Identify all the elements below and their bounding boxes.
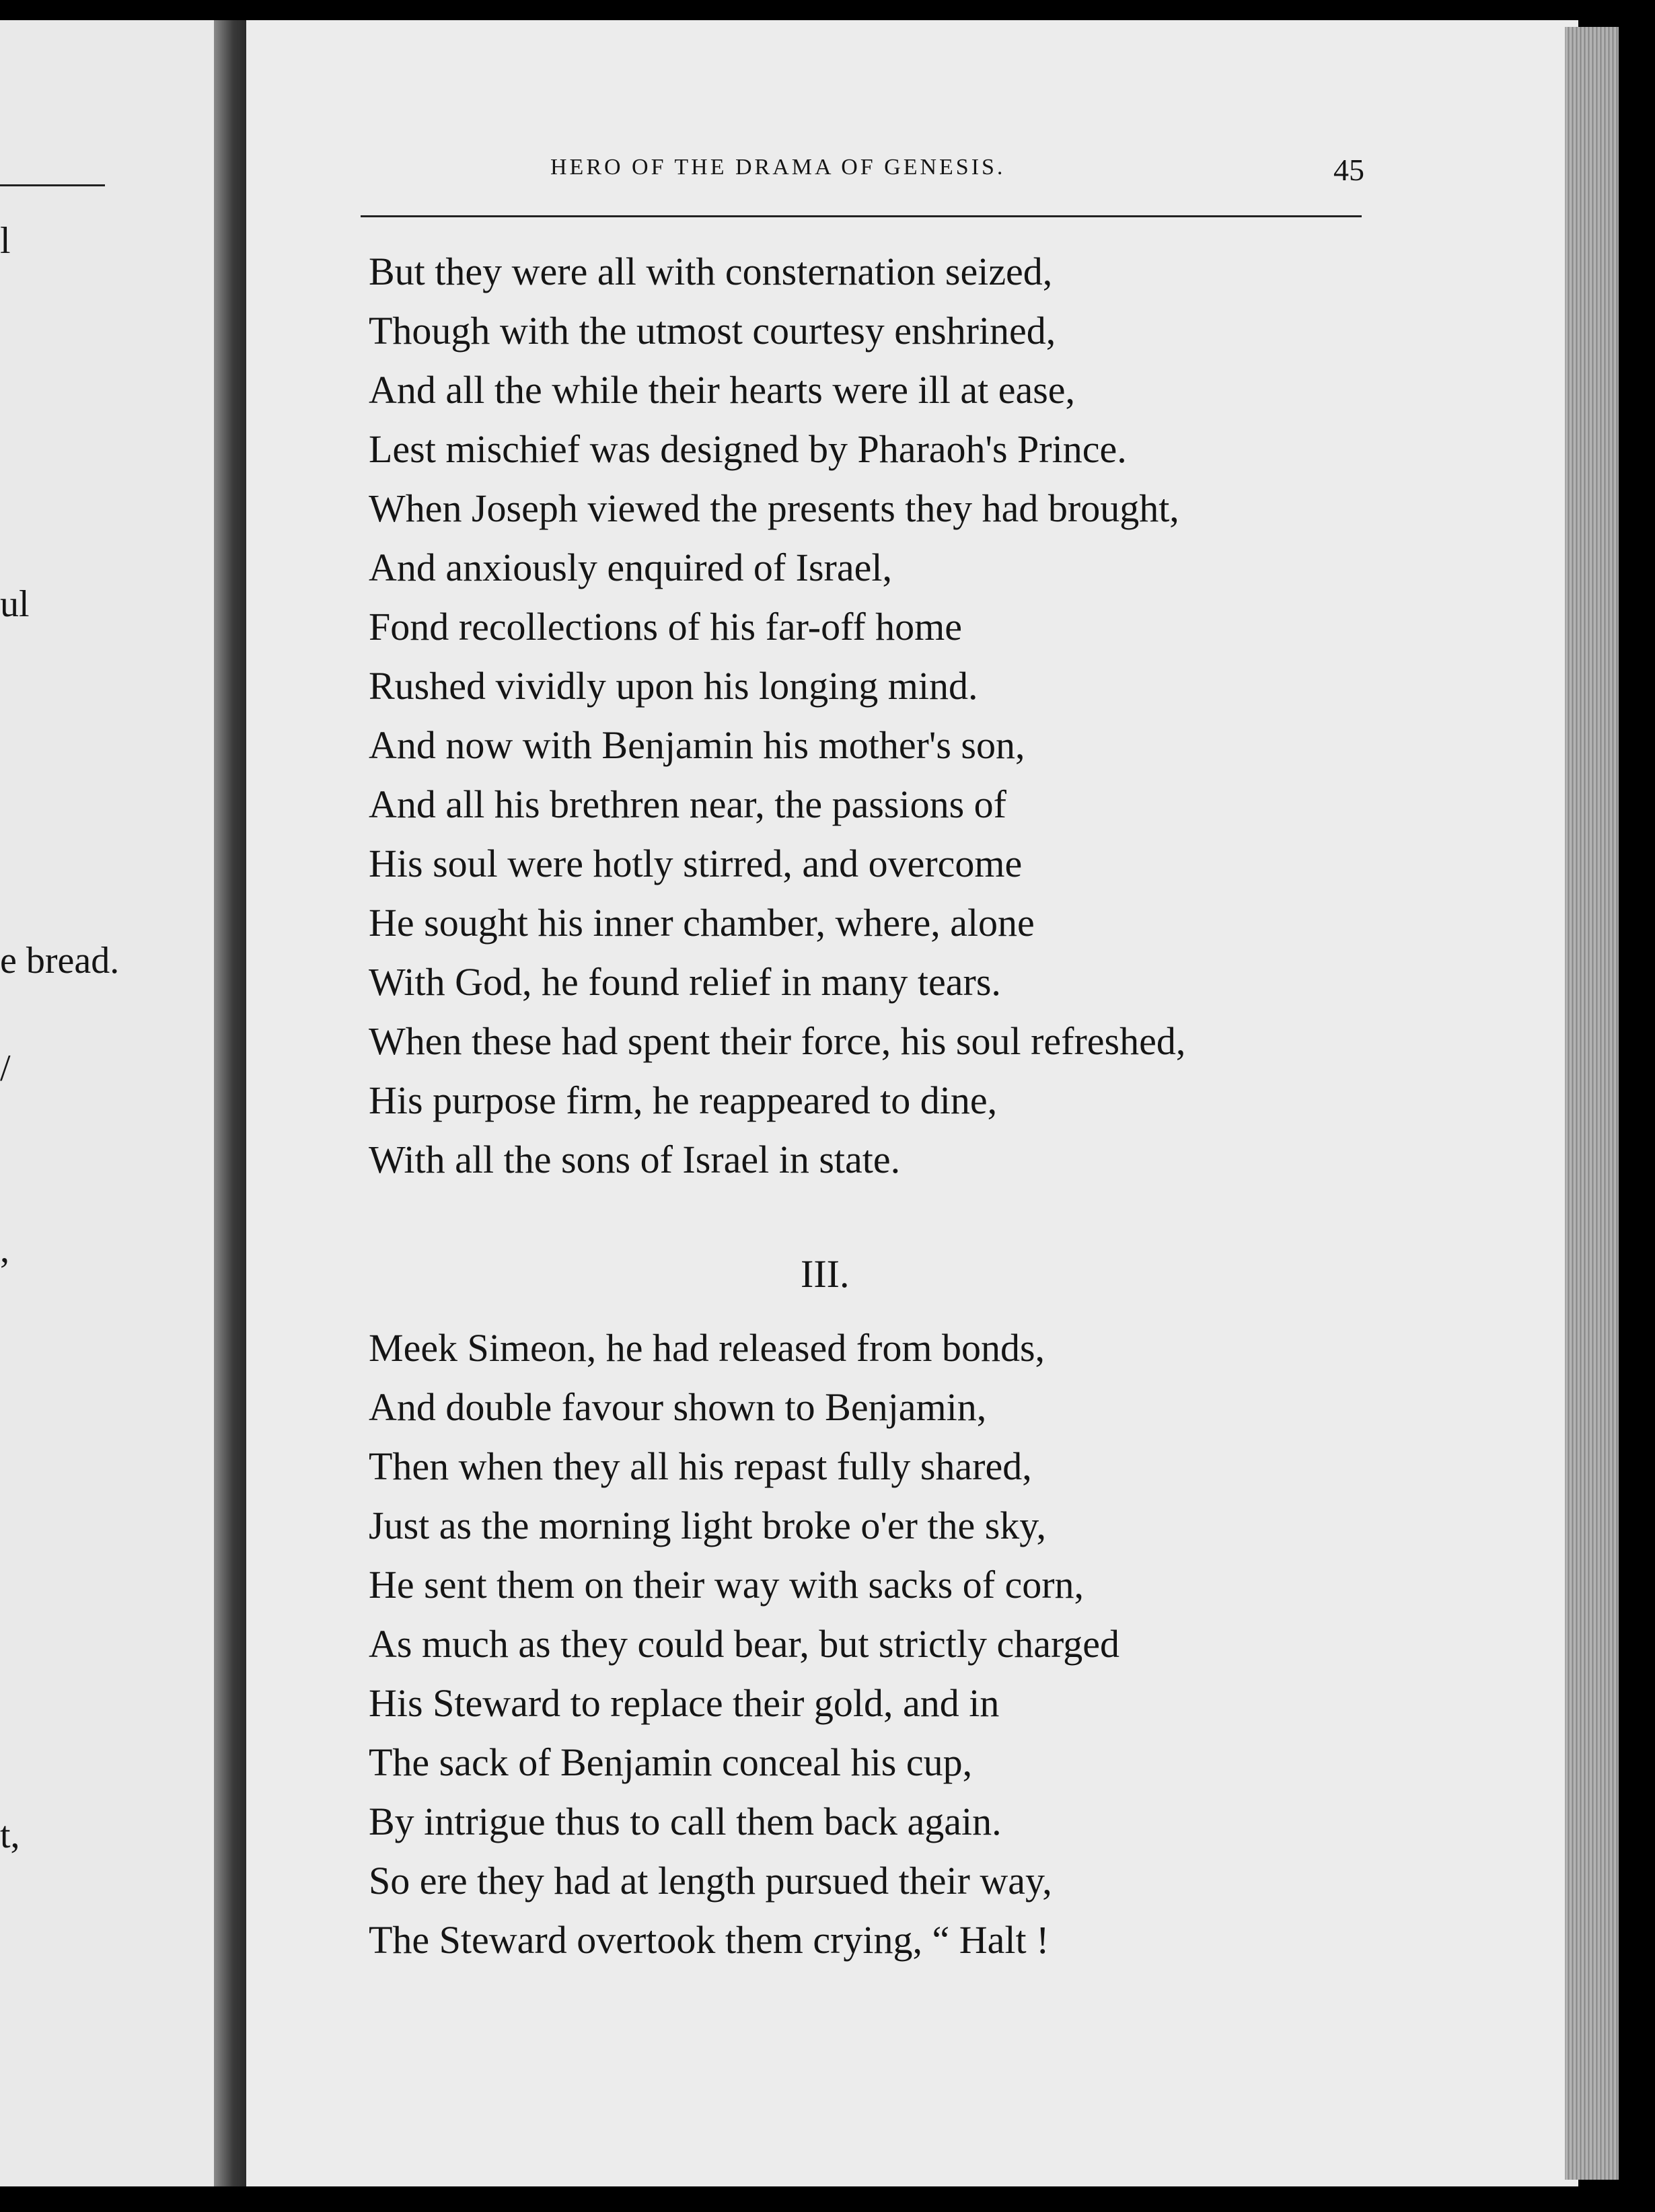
verse-line: And anxiously enquired of Israel, [369,546,892,589]
verse-line: Meek Simeon, he had released from bonds, [369,1326,1045,1370]
verse-line: And now with Benjamin his mother's son, [369,723,1025,767]
previous-page-header-rule [0,184,105,186]
verse-line: The sack of Benjamin conceal his cup, [369,1740,973,1784]
verse-line: With all the sons of Israel in state. [369,1138,901,1181]
page-number: 45 [1333,153,1364,187]
previous-page-text-fragment: e bread. [0,940,120,982]
previous-page-text-fragment: t, [0,1814,20,1856]
previous-page-text-fragment: l [0,220,11,262]
previous-page-text-fragment: / [0,1047,11,1089]
verse-line: And double favour shown to Benjamin, [369,1385,987,1429]
verse-line: And all his brethren near, the passions of [369,782,1006,826]
header-rule [361,215,1362,217]
previous-page-text-fragment: , [0,1229,9,1271]
verse-line: He sought his inner chamber, where, alone [369,901,1035,945]
running-head: HERO OF THE DRAMA OF GENESIS. [550,155,1006,180]
verse-line: And all the while their hearts were ill at ease, [369,368,1076,412]
previous-page-text-fragment: ul [0,583,30,625]
previous-page-fragment [0,20,222,2186]
verse-line: When Joseph viewed the presents they had brought, [369,486,1179,530]
book-gutter-shadow [214,20,246,2186]
verse-line: Just as the morning light broke o'er the sky, [369,1504,1047,1547]
verse-line: His Steward to replace their gold, and in [369,1681,1000,1725]
verse-line: Then when they all his repast fully shared, [369,1444,1032,1488]
page-edges [1565,27,1619,2180]
verse-line: Though with the utmost courtesy enshrined, [369,309,1056,353]
verse-line: Lest mischief was designed by Pharaoh's Prince. [369,427,1127,471]
verse-line: But they were all with consternation seized, [369,250,1053,293]
verse-line: The Steward overtook them crying, “ Halt ! [369,1918,1050,1962]
verse-line: When these had spent their force, his soul refreshed, [369,1019,1186,1063]
verse-line: His soul were hotly stirred, and overcome [369,842,1023,885]
verse-line: With God, he found relief in many tears. [369,960,1001,1004]
verse-line: By intrigue thus to call them back again. [369,1800,1002,1843]
section-numeral: III. [801,1252,850,1296]
verse-line: As much as they could bear, but strictly charged [369,1622,1120,1666]
verse-line: So ere they had at length pursued their way, [369,1859,1052,1903]
verse-line: Rushed vividly upon his longing mind. [369,664,978,708]
verse-line: He sent them on their way with sacks of corn, [369,1563,1084,1607]
verse-line: His purpose firm, he reappeared to dine, [369,1078,998,1122]
stanza-1 [369,242,1185,1189]
stanza-2 [369,1319,1119,1970]
verse-line: Fond recollections of his far-off home [369,605,963,649]
